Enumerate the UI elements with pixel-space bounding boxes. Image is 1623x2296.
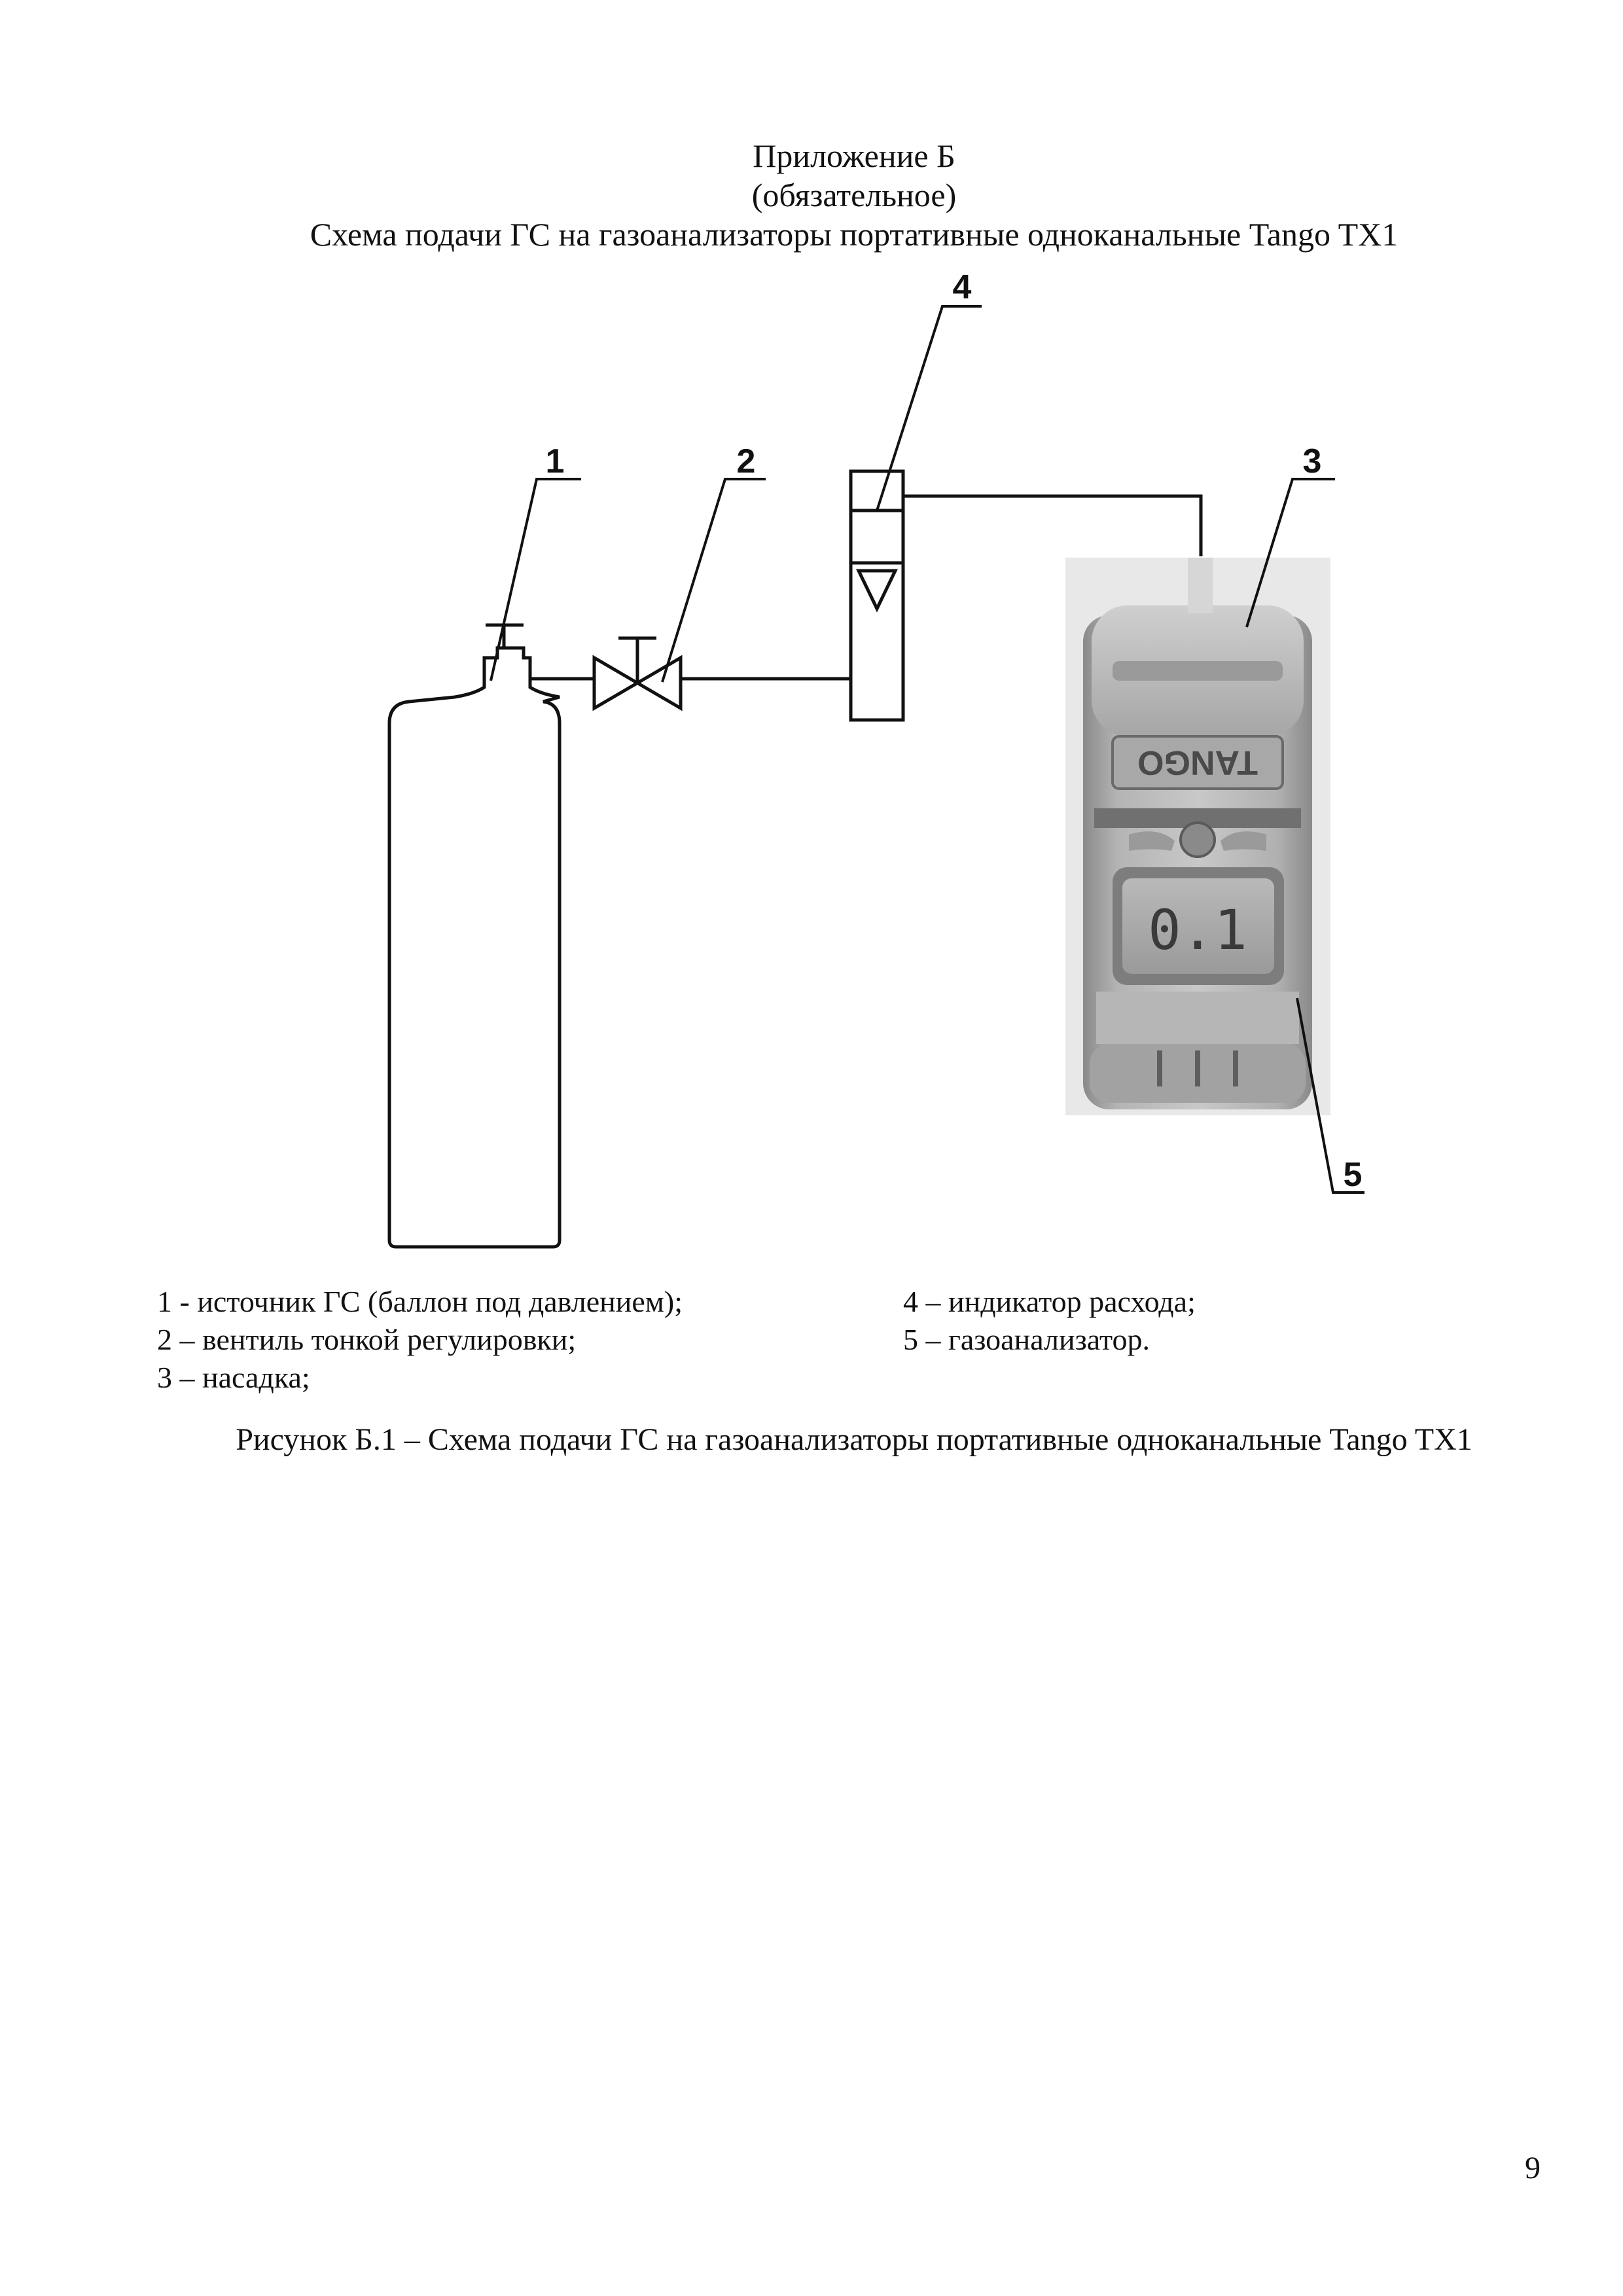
- needle-valve: [594, 638, 681, 708]
- appendix-heading: Приложение Б: [753, 137, 955, 174]
- detector-neck: [1188, 558, 1213, 613]
- detector-logo: TANGO: [1137, 744, 1258, 781]
- detector-display-value: 0.1: [1148, 898, 1247, 962]
- appendix-title: Схема подачи ГС на газоанализаторы портативные одноканальные Tango TX1: [310, 216, 1399, 253]
- detector-lower-panel: [1096, 992, 1299, 1044]
- gas-cylinder: [389, 625, 560, 1247]
- detector-cap-ridge: [1113, 661, 1283, 681]
- legend-item-3: 3 – насадка;: [157, 1361, 310, 1394]
- legend-item-2: 2 – вентиль тонкой регулировки;: [157, 1323, 577, 1356]
- appendix-status: (обязательное): [751, 177, 957, 213]
- callout-4: 4: [952, 268, 972, 306]
- callout-1: 1: [545, 442, 565, 480]
- figure-caption: Рисунок Б.1 – Схема подачи ГС на газоанализаторы портативные одноканальные Tango TX1: [236, 1422, 1472, 1457]
- legend-left: [157, 1283, 683, 1397]
- detector-button-icon: [1181, 823, 1215, 857]
- page-number: 9: [1525, 2151, 1541, 2185]
- legend-right: [903, 1283, 1196, 1359]
- hose-indicator-to-detector: [903, 496, 1201, 556]
- callout-3: 3: [1302, 442, 1322, 480]
- callout-2: 2: [736, 442, 756, 480]
- legend-item-4: 4 – индикатор расхода;: [903, 1285, 1196, 1318]
- callout-5: 5: [1343, 1156, 1363, 1194]
- gas-detector: [1065, 558, 1330, 1115]
- legend-item-1: 1 - источник ГС (баллон под давлением);: [157, 1285, 683, 1318]
- legend-item-5: 5 – газоанализатор.: [903, 1323, 1150, 1356]
